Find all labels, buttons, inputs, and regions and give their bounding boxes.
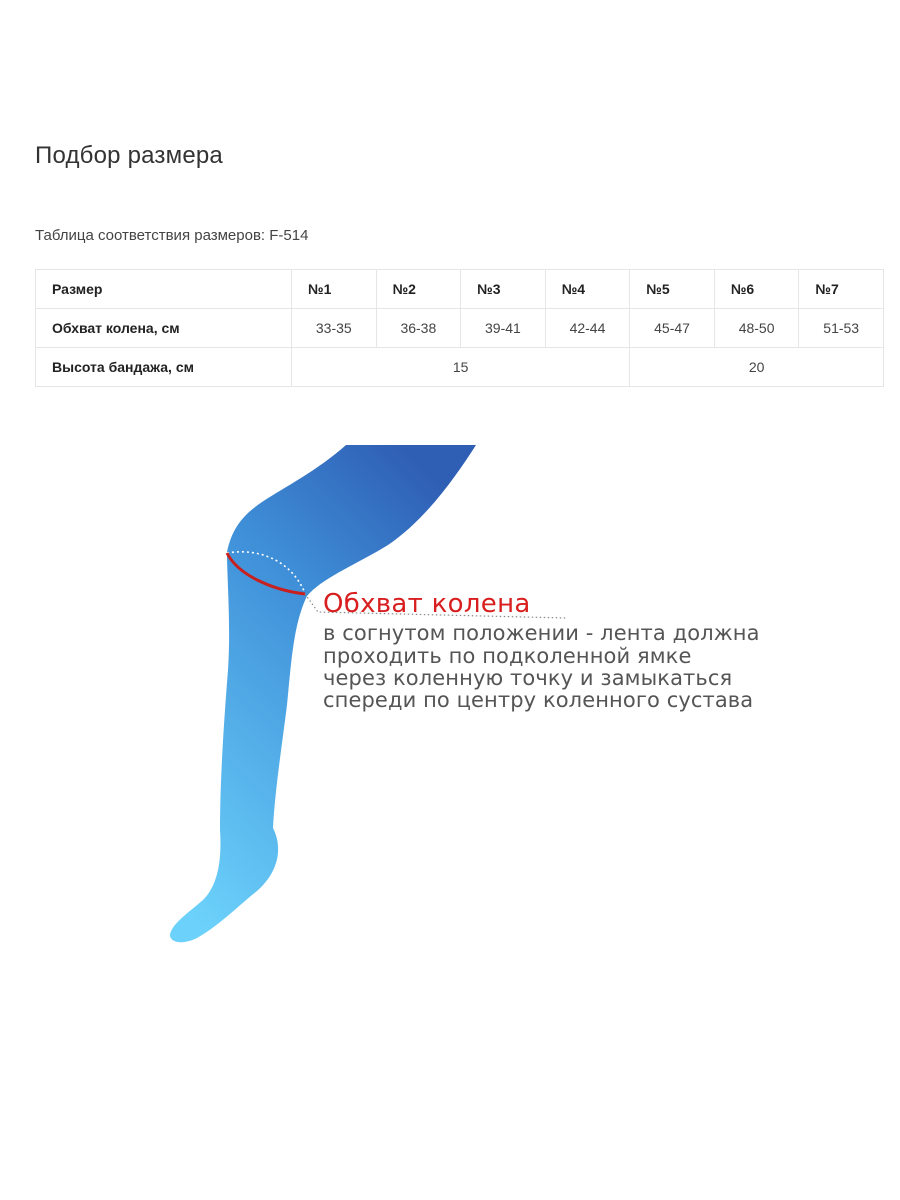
table-header-row bbox=[36, 270, 884, 309]
knee-girth-cell: 39-41 bbox=[461, 309, 546, 348]
size-table bbox=[35, 269, 884, 387]
table-subtitle: Таблица соответствия размеров: F-514 bbox=[35, 227, 309, 244]
size-header-label: Размер bbox=[36, 270, 292, 309]
knee-girth-cell: 48-50 bbox=[714, 309, 799, 348]
knee-girth-label: Обхват колена, см bbox=[36, 309, 292, 348]
knee-girth-cell: 36-38 bbox=[376, 309, 461, 348]
size-column-4: №4 bbox=[545, 270, 630, 309]
size-column-3: №3 bbox=[461, 270, 546, 309]
caption-line: проходить по подколенной ямке bbox=[323, 644, 692, 668]
page-title: Подбор размера bbox=[35, 142, 223, 169]
knee-girth-cell: 45-47 bbox=[630, 309, 715, 348]
knee-girth-cell: 51-53 bbox=[799, 309, 884, 348]
size-column-6: №6 bbox=[714, 270, 799, 309]
size-column-2: №2 bbox=[376, 270, 461, 309]
bandage-height-row bbox=[36, 348, 884, 387]
caption-line: в согнутом положении - лента должна bbox=[323, 621, 760, 645]
knee-girth-caption-title: Обхват колена bbox=[323, 589, 531, 619]
size-column-7: №7 bbox=[799, 270, 884, 309]
caption-line: спереди по центру коленного сустава bbox=[323, 688, 754, 712]
knee-girth-row bbox=[36, 309, 884, 348]
bandage-height-cell: 15 bbox=[292, 348, 630, 387]
caption-line: через коленную точку и замыкаться bbox=[323, 666, 733, 690]
knee-girth-cell: 42-44 bbox=[545, 309, 630, 348]
knee-girth-cell: 33-35 bbox=[292, 309, 377, 348]
bandage-height-cell: 20 bbox=[630, 348, 884, 387]
size-column-5: №5 bbox=[630, 270, 715, 309]
bandage-height-label: Высота бандажа, см bbox=[36, 348, 292, 387]
size-column-1: №1 bbox=[292, 270, 377, 309]
